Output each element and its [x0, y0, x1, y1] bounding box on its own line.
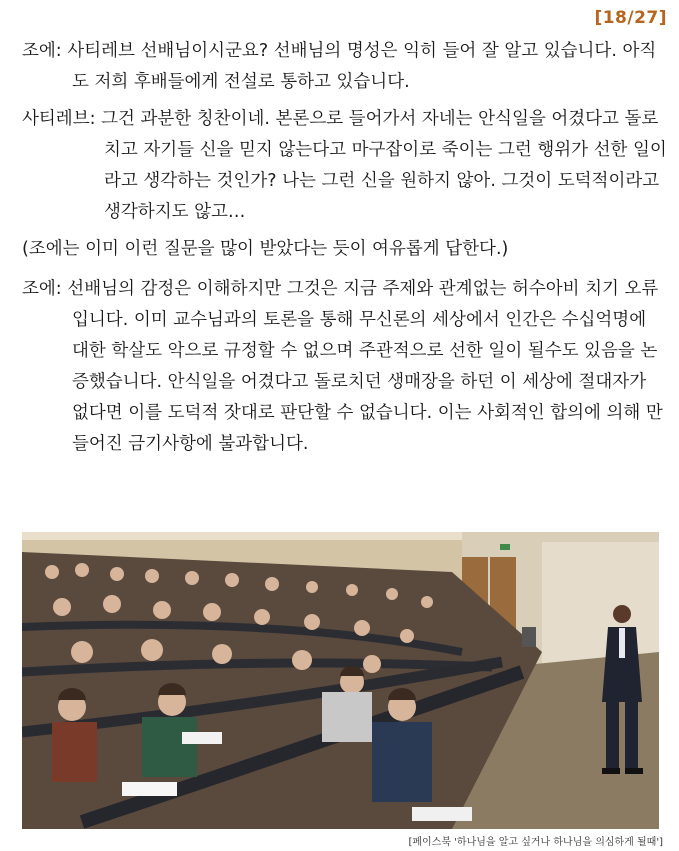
dialogue-block	[22, 36, 667, 463]
dialogue-text: 그건 과분한 칭찬이네. 본론으로 들어가서 자네는 안식일을 어겼다고 돌로치고 자기들 신을 믿지 않는다고 마구잡이로 죽이는 그런 행위가 선한 일이라고 생각하는 것인가? 나는 그런 신을 원하지 않아. 그것이 도덕적이라고 생각하지도 않고…	[101, 109, 667, 222]
dialogue-line-1	[22, 36, 667, 98]
page-counter: [18/27]	[594, 8, 667, 28]
dialogue-text: 사티레브 선배님이시군요? 선배님의 명성은 익히 들어 잘 알고 있습니다. 아직도 저희 후배들에게 전설로 통하고 있습니다.	[67, 41, 657, 92]
lecture-hall-illustration	[22, 532, 659, 829]
speaker-label: 사티레브:	[22, 109, 96, 129]
speaker-label: 조에:	[22, 279, 62, 299]
dialogue-line-2	[22, 104, 667, 228]
lecture-hall-photo	[22, 532, 659, 829]
speaker-label: 조에:	[22, 41, 62, 61]
stage-direction: (조에는 이미 이런 질문을 많이 받았다는 듯이 여유롭게 답한다.)	[22, 239, 509, 259]
photo-caption: [페이스북 '하나님을 알고 싶거나 하나님을 의심하게 될때']	[408, 837, 663, 848]
dialogue-text: 선배님의 감정은 이해하지만 그것은 지금 주제와 관계없는 허수아비 치기 오류입니다. 이미 교수님과의 토론을 통해 무신론의 세상에서 인간은 수십억명에 대한 학살도 악으로 규정할 수 없으며 주관적으로 선한 일이 될수도 있음을 논증했습니다. 안식일을 어겼다고 돌로치던 생매장을 하던 이 세상에 절대자가 없다면 이를 도덕적 잣대로 판단할 수 없습니다. 이는 사회적인 합의에 의해 만들어진 금기사항에 불과합니다.	[67, 279, 663, 454]
dialogue-line-3	[22, 274, 667, 460]
